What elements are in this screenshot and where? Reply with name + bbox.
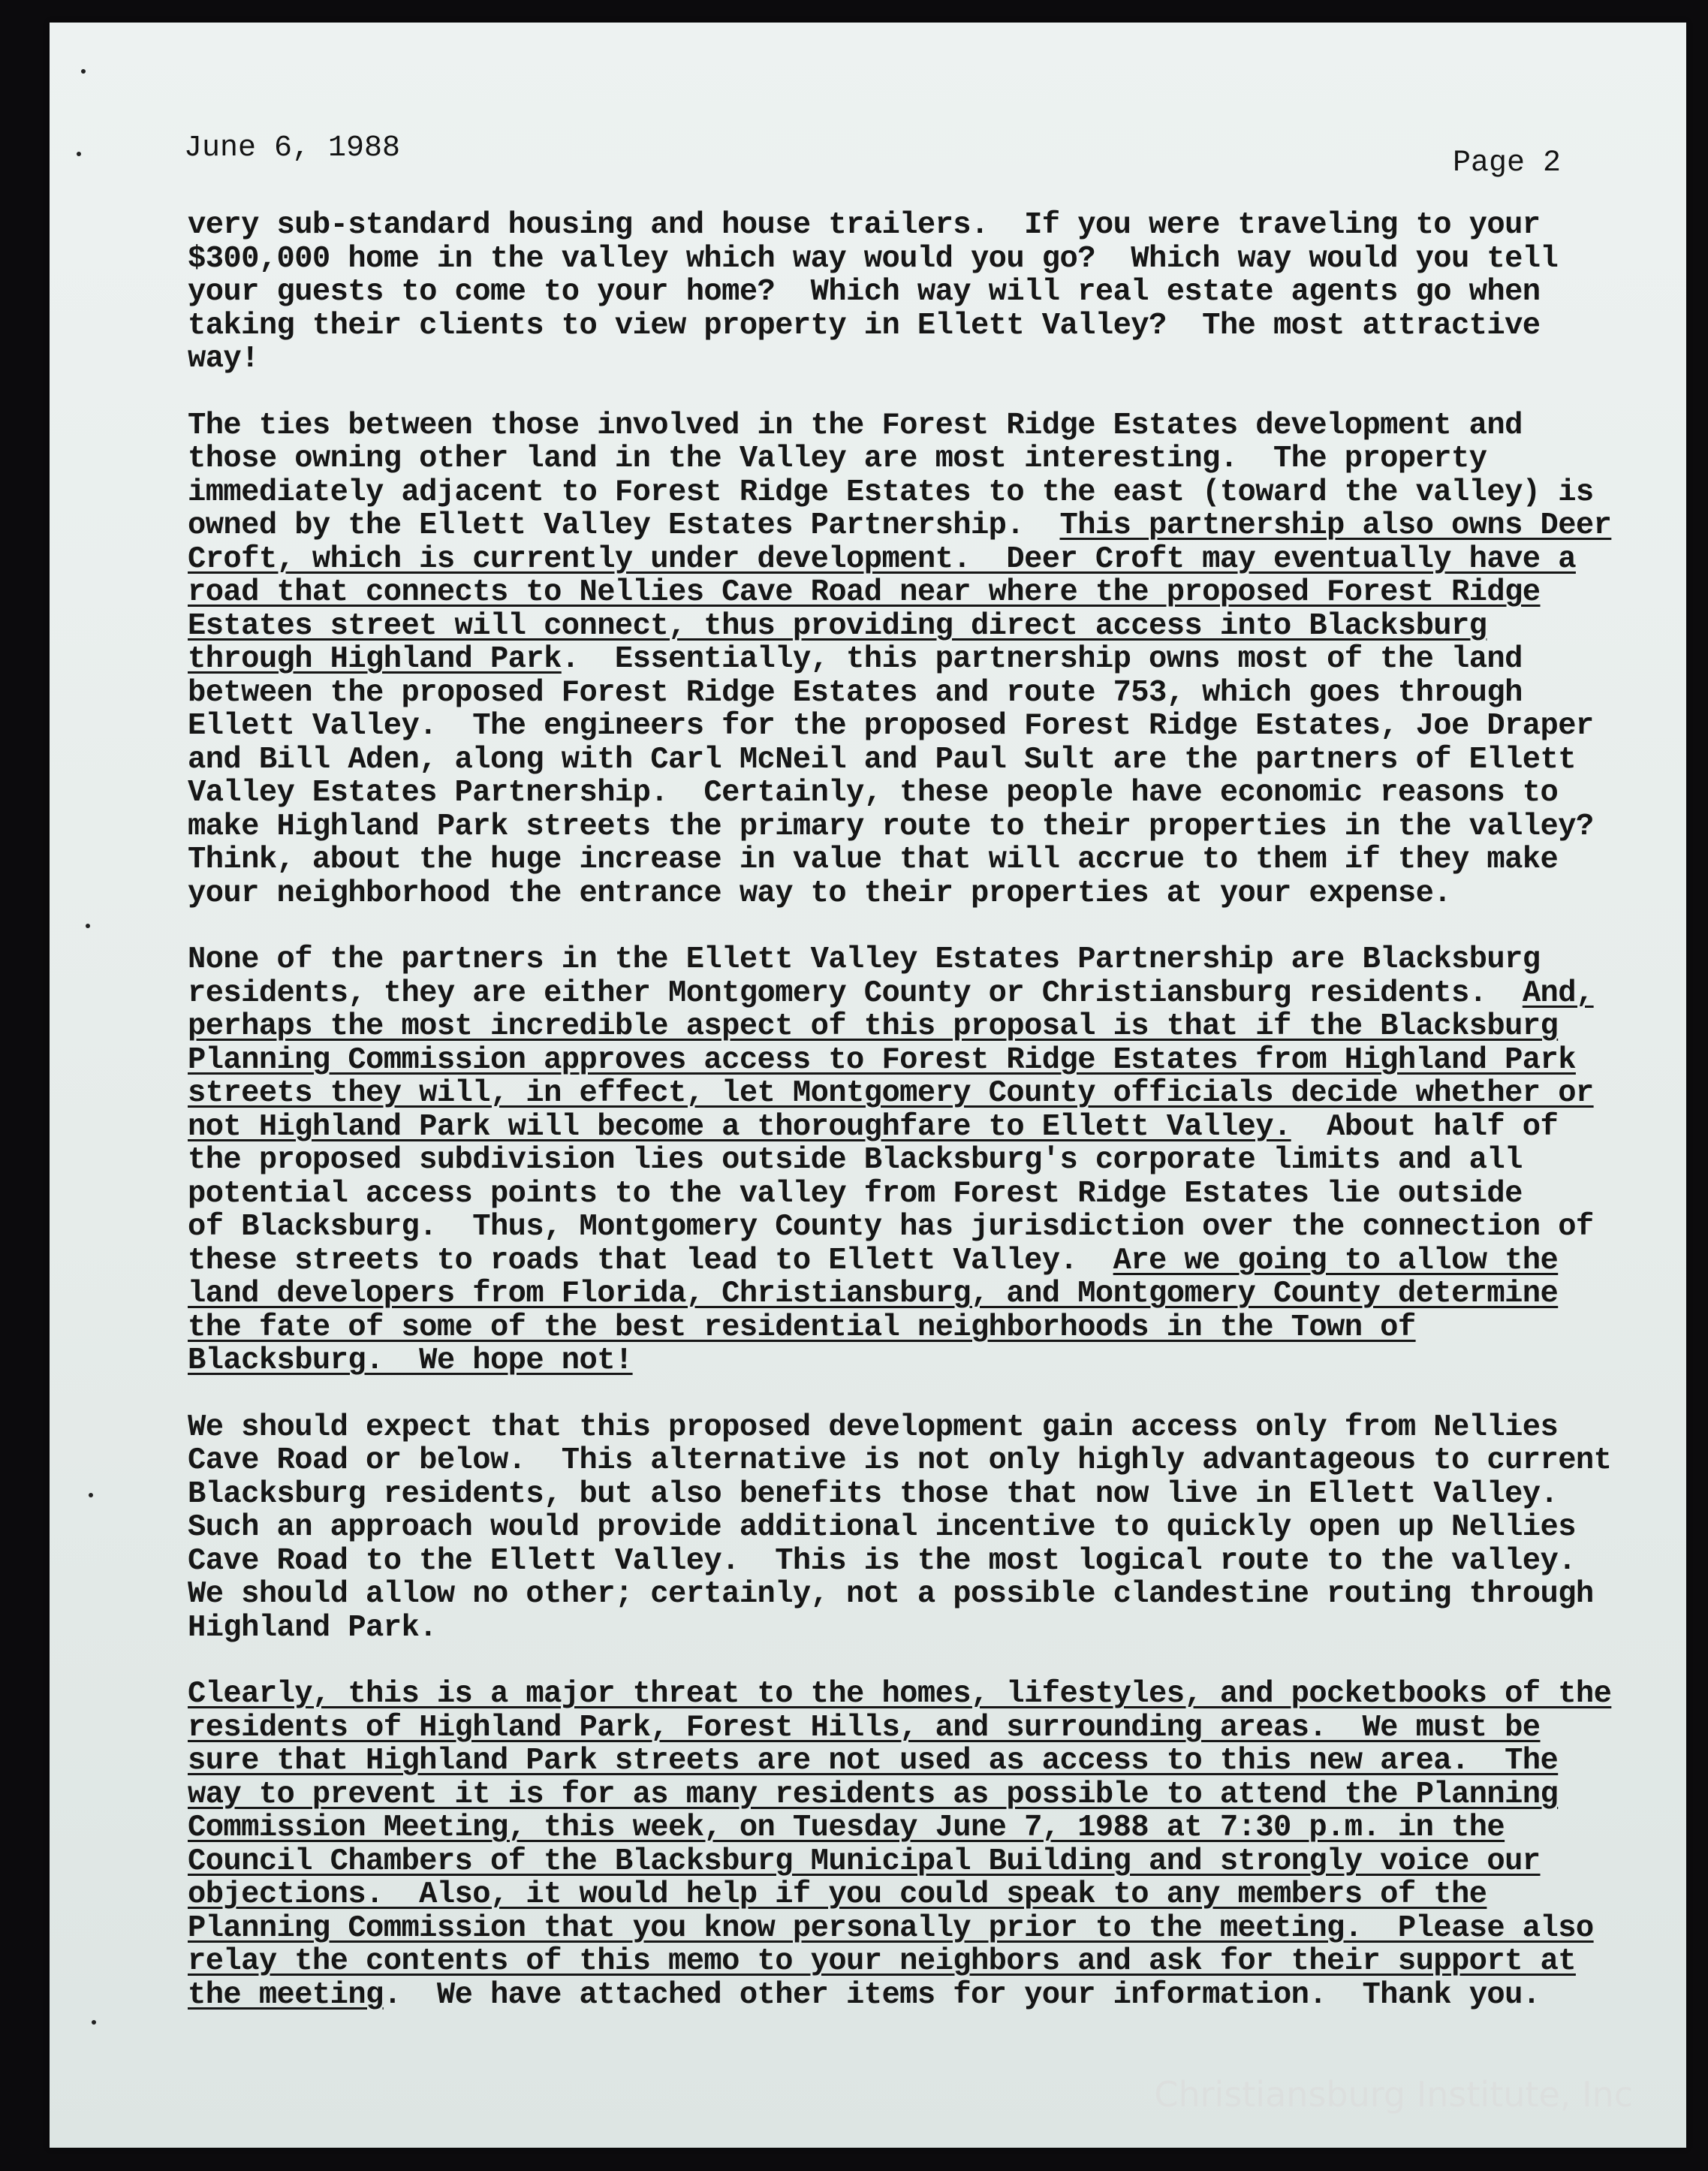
text-segment: Cave Road to the Ellett Valley. This is the most logical route to the valley. (188, 1543, 1576, 1578)
text-line (188, 576, 1562, 610)
underlined-text: way to prevent it is for as many residents as possible to attend the Planning (188, 1777, 1559, 1812)
underlined-text: objections. Also, it would help if you could speak to any members of the (188, 1877, 1487, 1912)
underlined-text: sure that Highland Park streets are not used as access to this new area. The (188, 1744, 1559, 1778)
text-segment: The ties between those involved in the Forest Ridge Estates development and (188, 408, 1523, 443)
underlined-text: land developers from Florida, Christiansburg, and Montgomery County determine (188, 1277, 1559, 1311)
text-line (188, 1744, 1562, 1778)
underlined-text: Blacksburg. We hope not! (188, 1343, 633, 1378)
underlined-text: This partnership also owns Deer (1059, 508, 1612, 543)
underlined-text: Estates street will connect, thus providing direct access into Blacksburg (188, 608, 1487, 644)
text-line (188, 541, 1576, 577)
text-segment: Valley Estates Partnership. Certainly, these people have economic reasons to (188, 776, 1559, 810)
text-line (188, 1577, 1594, 1612)
text-line (188, 1111, 1562, 1144)
text-segment: $300,000 home in the valley which way would you go? Which way would you tell (188, 241, 1559, 276)
underlined-text: the fate of some of the best residential neighborhoods in the Town of (188, 1310, 1416, 1345)
text-segment: Such an approach would provide additional incentive to quickly open up Nellies (188, 1510, 1576, 1545)
text-line (188, 1244, 1562, 1278)
underlined-text: road that connects to Nellies Cave Road near where the proposed Forest Ridge (188, 575, 1541, 610)
underlined-text: perhaps the most incredible aspect of this proposal is that if the Blacksburg (188, 1009, 1559, 1044)
text-segment: owned by the Ellett Valley Estates Partnership. (188, 508, 1060, 543)
underlined-text: residents of Highland Park, Forest Hills, and surrounding areas. We must be (188, 1710, 1541, 1745)
text-segment: Cave Road or below. This alternative is not only highly advantageous to current (188, 1443, 1612, 1478)
text-line (188, 1778, 1562, 1812)
text-line (188, 1845, 1562, 1879)
text-line (188, 677, 1562, 710)
paragraph (188, 408, 1612, 911)
text-line (188, 1677, 1612, 1711)
text-line (188, 643, 1562, 677)
underlined-text: And, (1522, 975, 1594, 1011)
text-line (188, 1411, 1562, 1445)
text-line (188, 1612, 1562, 1645)
text-line (188, 975, 1594, 1011)
underlined-text: Commission Meeting, this week, on Tuesday June 7, 1988 at 7:30 p.m. in the (188, 1811, 1505, 1845)
text-segment: these streets to roads that lead to Ellett Valley. (188, 1243, 1113, 1278)
text-line (188, 610, 1562, 644)
text-line (188, 1979, 1562, 2013)
text-line (188, 1478, 1562, 1512)
text-line (188, 1910, 1594, 1946)
text-line (188, 809, 1594, 844)
punch-mark (77, 152, 81, 156)
text-segment: make Highland Park streets the primary route to their properties in the valley? (188, 809, 1594, 844)
underlined-text: Clearly, this is a major threat to the homes, lifestyles, and pocketbooks of the (188, 1677, 1612, 1711)
paragraph (188, 1677, 1612, 2013)
underlined-text: Croft, which is currently under development. Deer Croft may eventually have a (188, 541, 1576, 577)
underlined-text: through Highland Park (188, 642, 562, 677)
underlined-text: the meeting (188, 1977, 384, 2013)
text-line (188, 475, 1594, 510)
paragraph (188, 942, 1594, 1378)
text-line (188, 877, 1562, 911)
text-segment: between the proposed Forest Ridge Estates and route 753, which goes through (188, 675, 1523, 710)
text-line (188, 776, 1562, 810)
text-segment: residents, they are either Montgomery County or Christiansburg residents. (188, 975, 1523, 1011)
letter-date: June 6, 1988 (184, 131, 401, 165)
text-segment: the proposed subdivision lies outside Blacksburg's corporate limits and all (188, 1143, 1523, 1177)
text-line (188, 1177, 1562, 1211)
text-line (188, 742, 1576, 777)
text-segment: Blacksburg residents, but also benefits those that now live in Ellett Valley. (188, 1476, 1559, 1512)
underlined-text: Are we going to allow the (1113, 1243, 1559, 1278)
text-segment: your guests to come to your home? Which way will real estate agents go when (188, 275, 1541, 309)
text-segment: Highland Park. (188, 1610, 437, 1645)
text-segment: We should allow no other; certainly, not a possible clandestine routing through (188, 1577, 1594, 1612)
watermark: Christiansburg Institute, Inc (1154, 2074, 1633, 2115)
punch-mark (81, 69, 86, 74)
text-line (188, 1711, 1562, 1745)
paragraph (188, 209, 1562, 376)
text-segment: potential access points to the valley from Forest Ridge Estates lie outside (188, 1176, 1523, 1211)
text-line (188, 1543, 1576, 1578)
underlined-text: Council Chambers of the Blacksburg Municipal Building and strongly voice our (188, 1844, 1541, 1879)
text-segment: taking their clients to view property in Ellett Valley? The most attractive (188, 308, 1541, 343)
text-segment: those owning other land in the Valley are most interesting. The property (188, 442, 1487, 476)
text-segment: . We have attached other items for your information. Thank you. (383, 1977, 1541, 2013)
text-segment: way! (188, 342, 259, 376)
text-line (188, 1210, 1594, 1244)
punch-mark (86, 924, 90, 928)
text-segment: None of the partners in the Ellett Valley Estates Partnership are Blacksburg (188, 942, 1541, 977)
text-segment: We should expect that this proposed development gain access only from Nellies (188, 1410, 1559, 1445)
underlined-text: relay the contents of this memo to your neighbors and ask for their support at (188, 1944, 1576, 1979)
underlined-text: streets they will, in effect, let Montgomery County officials decide whether or (188, 1076, 1594, 1111)
text-line (188, 1042, 1576, 1078)
text-line (188, 409, 1562, 443)
text-segment: your neighborhood the entrance way to their properties at your expense. (188, 876, 1451, 911)
text-segment: . Essentially, this partnership owns most of the land (561, 642, 1523, 677)
paragraph (188, 1410, 1612, 1645)
text-line (188, 1811, 1562, 1845)
text-line (188, 442, 1562, 476)
text-line (188, 709, 1594, 743)
letter-body (188, 208, 1612, 2045)
text-line (188, 309, 1562, 343)
text-segment: Ellett Valley. The engineers for the proposed Forest Ridge Estates, Joe Draper (188, 709, 1594, 743)
text-line (188, 1277, 1562, 1311)
text-line (188, 243, 1562, 276)
text-segment: Think, about the huge increase in value that will accrue to them if they make (188, 843, 1559, 877)
text-segment: of Blacksburg. Thus, Montgomery County has jurisdiction over the connection of (188, 1210, 1594, 1244)
text-segment: very sub-standard housing and house trailers. If you were traveling to your (188, 208, 1541, 243)
text-line (188, 276, 1562, 309)
underlined-text: not Highland Park will become a thoroughfare to Ellett Valley. (188, 1109, 1291, 1144)
text-segment: immediately adjacent to Forest Ridge Estates to the east (toward the valley) is (188, 475, 1594, 510)
text-line (188, 1944, 1576, 1979)
text-line (188, 209, 1562, 243)
page-number: Page 2 (1453, 146, 1562, 180)
text-line (188, 1510, 1576, 1545)
text-line (188, 342, 1562, 376)
text-line (188, 1443, 1612, 1478)
punch-mark (92, 2020, 96, 2025)
punch-mark (89, 1493, 93, 1497)
text-line (188, 843, 1562, 877)
text-line (188, 1878, 1562, 1912)
underlined-text: Planning Commission approves access to Forest Ridge Estates from Highland Park (188, 1042, 1576, 1078)
text-line (188, 1144, 1562, 1177)
text-line (188, 1076, 1594, 1111)
text-line (188, 1010, 1562, 1044)
text-line (188, 508, 1612, 543)
text-segment: About half of (1291, 1109, 1559, 1144)
underlined-text: Planning Commission that you know personally prior to the meeting. Please also (188, 1910, 1594, 1946)
text-segment: and Bill Aden, along with Carl McNeil and Paul Sult are the partners of Ellett (188, 742, 1576, 777)
text-line (188, 1311, 1562, 1345)
text-line (188, 1344, 1562, 1378)
text-line (188, 943, 1562, 977)
